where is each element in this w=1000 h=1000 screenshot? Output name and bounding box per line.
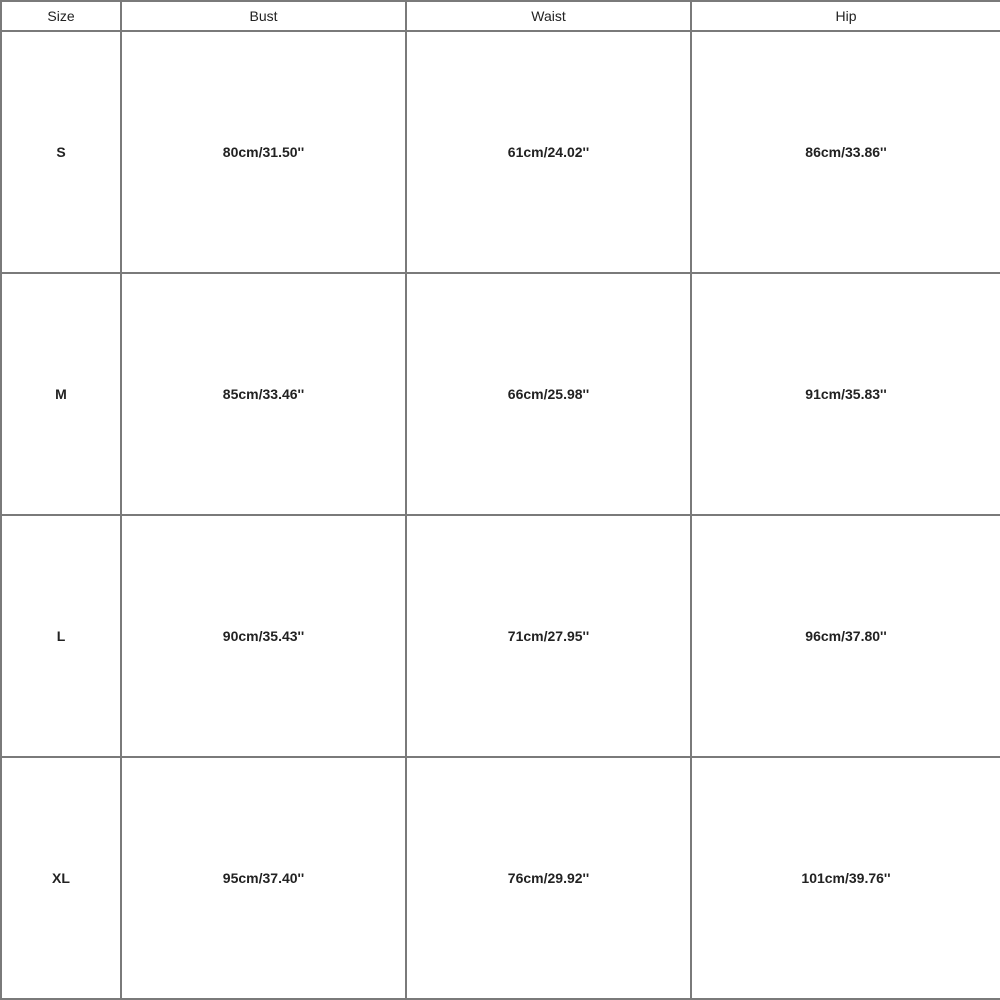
cell-bust: 90cm/35.43'' <box>121 515 406 757</box>
cell-hip: 101cm/39.76'' <box>691 757 1000 999</box>
header-bust: Bust <box>121 1 406 31</box>
table-row <box>1 515 1000 757</box>
table-row <box>1 273 1000 515</box>
header-hip: Hip <box>691 1 1000 31</box>
cell-hip: 96cm/37.80'' <box>691 515 1000 757</box>
cell-hip: 91cm/35.83'' <box>691 273 1000 515</box>
cell-bust: 80cm/31.50'' <box>121 31 406 273</box>
cell-bust: 95cm/37.40'' <box>121 757 406 999</box>
cell-waist: 71cm/27.95'' <box>406 515 691 757</box>
cell-size: S <box>1 31 121 273</box>
table-row <box>1 31 1000 273</box>
cell-bust: 85cm/33.46'' <box>121 273 406 515</box>
cell-size: L <box>1 515 121 757</box>
cell-waist: 61cm/24.02'' <box>406 31 691 273</box>
cell-size: M <box>1 273 121 515</box>
cell-waist: 76cm/29.92'' <box>406 757 691 999</box>
table-row <box>1 757 1000 999</box>
cell-hip: 86cm/33.86'' <box>691 31 1000 273</box>
header-waist: Waist <box>406 1 691 31</box>
cell-waist: 66cm/25.98'' <box>406 273 691 515</box>
header-size: Size <box>1 1 121 31</box>
table-header-row <box>1 1 1000 31</box>
cell-size: XL <box>1 757 121 999</box>
